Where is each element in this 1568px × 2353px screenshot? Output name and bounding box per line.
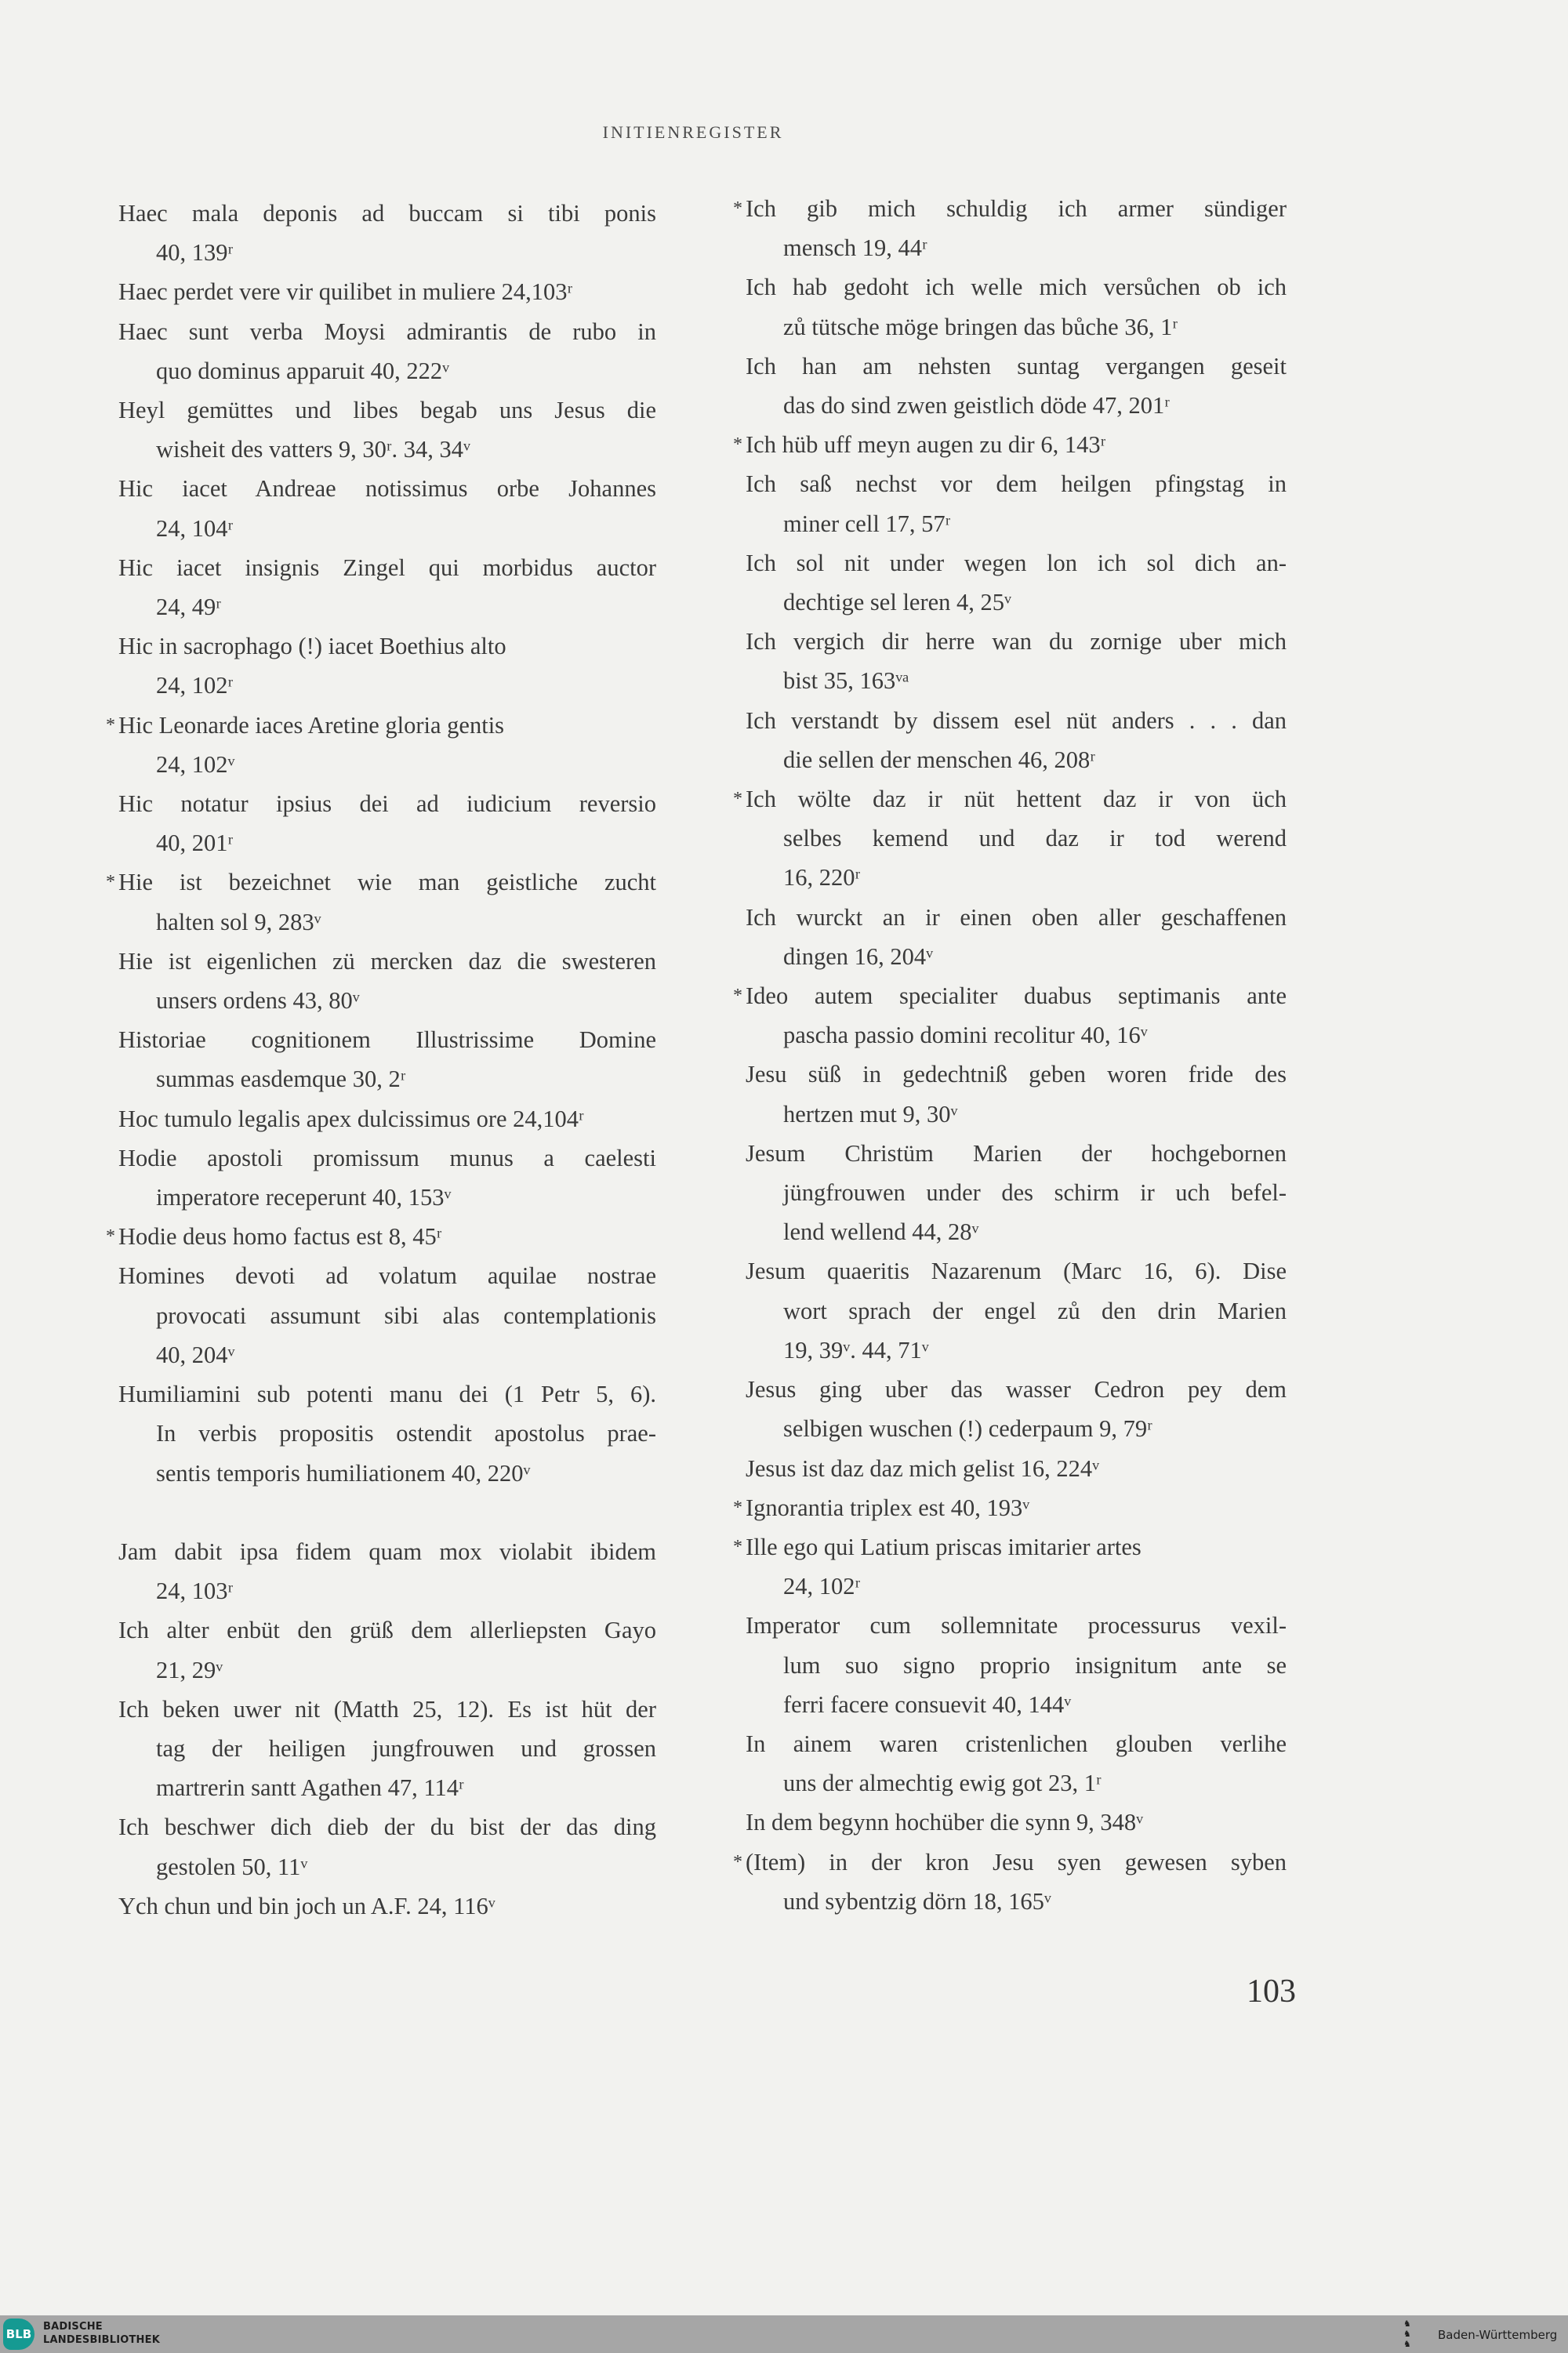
entry-incipit: Haec sunt verba Moysi admirantis de rubo in [118,318,656,345]
index-entry [118,469,656,547]
entry-continuation: dingen 16, 204ᵛ [783,942,934,970]
entry-incipit: Heyl gemüttes und libes begab uns Jesus die [118,397,656,424]
index-entry [746,1134,1287,1252]
library-name[interactable] [43,2320,160,2347]
entry-incipit: Ich saß nechst vor dem heilgen pfingstag in [746,470,1287,498]
entry-continuation: und sybentzig dörn 18, 165ᵛ [783,1887,1051,1915]
entry-continuation: jüngfrouwen under des schirm ir uch befel- [783,1179,1287,1207]
index-entry [746,1724,1287,1803]
index-entry [106,1217,656,1256]
entry-continuation: 24, 102ᵛ [156,750,235,778]
entry-incipit: Ich hab gedoht ich welle mich versůchen ob ich [746,274,1287,301]
asterisk-marker: * [733,789,742,810]
index-entry [118,1256,656,1374]
index-entry [118,312,656,390]
entry-incipit: In ainem waren cristenlichen glouben verlihe [746,1730,1287,1757]
index-entry [746,1606,1287,1724]
index-entry [746,464,1287,543]
index-entry [118,942,656,1020]
entry-incipit: Imperator cum sollemnitate processurus vexil- [746,1612,1287,1639]
entry-continuation: wisheit des vatters 9, 30ʳ. 34, 34ᵛ [156,436,471,463]
entry-incipit: Ich gib mich schuldig ich armer sündiger [746,195,1287,222]
entry-incipit: Homines devoti ad volatum aquilae nostrae [118,1262,656,1290]
entry-continuation: selbes kemend und daz ir tod werend [783,825,1287,852]
entry-continuation: das do sind zwen geistlich döde 47, 201ʳ [783,392,1170,419]
index-entry [118,1099,656,1138]
entry-continuation: 24, 102ʳ [783,1573,861,1600]
entry-continuation: summas easdemque 30, 2ʳ [156,1066,406,1093]
index-entry [118,548,656,626]
asterisk-marker: * [106,1226,115,1247]
index-entry [733,1527,1287,1606]
entry-incipit: Ich beschwer dich dieb der du bist der das ding [118,1814,656,1841]
index-entry [118,390,656,469]
entry-incipit: Ich wölte daz ir nüt hettent daz ir von üch [746,786,1287,813]
entry-continuation: martrerin santt Agathen 47, 114ʳ [156,1774,464,1802]
entry-incipit: Jam dabit ipsa fidem quam mox violabit ibidem [118,1538,656,1565]
index-entry [118,194,656,272]
entry-continuation: bist 35, 163ᵛᵃ [783,667,909,695]
entry-continuation: mensch 19, 44ʳ [783,234,927,262]
entry-incipit: Ignorantia triplex est 40, 193ᵛ [746,1494,1030,1521]
asterisk-marker: * [733,198,742,219]
entry-incipit: Ich alter enbüt den grüß dem allerliepsten Gayo [118,1617,656,1644]
entry-incipit: Haec perdet vere vir quilibet in muliere 24,103ʳ [118,278,573,306]
entry-continuation: provocati assumunt sibi alas contemplationis [156,1302,656,1329]
entry-incipit: Historiae cognitionem Illustrissime Domine [118,1026,656,1054]
entry-continuation: lum suo signo proprio insignitum ante se [783,1651,1287,1679]
entry-incipit: Ich wurckt an ir einen oben aller geschaffenen [746,903,1287,931]
entry-continuation: imperatore receperunt 40, 153ᵛ [156,1184,452,1211]
index-entry [746,898,1287,976]
right-column [733,189,1287,1921]
index-entry [733,976,1287,1055]
entry-continuation: ferri facere consuevit 40, 144ᵛ [783,1690,1072,1718]
entry-incipit: Hodie deus homo factus est 8, 45ʳ [118,1223,442,1251]
entry-continuation: sentis temporis humiliationem 40, 220ᵛ [156,1459,531,1487]
entry-continuation: hertzen mut 9, 30ᵛ [783,1100,958,1127]
entry-continuation: selbigen wuschen (!) cederpaum 9, 79ʳ [783,1415,1152,1443]
asterisk-marker: * [106,872,115,893]
entry-continuation: 24, 49ʳ [156,594,221,621]
left-column [106,194,656,1926]
entry-continuation: 40, 201ʳ [156,830,234,857]
entry-incipit: Hodie apostoli promissum munus a caelesti [118,1144,656,1171]
index-entry [733,1488,1287,1527]
entry-continuation: tag der heiligen jungfrouwen und grossen [156,1734,656,1762]
entry-continuation: 24, 103ʳ [156,1578,234,1605]
asterisk-marker: * [733,986,742,1007]
index-entry [118,1886,656,1926]
index-entry [746,701,1287,779]
entry-continuation: 19, 39ᵛ. 44, 71ᵛ [783,1336,929,1364]
entry-incipit: Jesus ging uber das wasser Cedron pey dem [746,1376,1287,1403]
entry-continuation: wort sprach der engel zů den drin Marien [783,1297,1287,1324]
index-entry [106,706,656,784]
index-entry [118,1610,656,1689]
index-entry [733,425,1287,464]
entry-continuation: 24, 104ʳ [156,514,234,542]
entry-incipit: Hic iacet Andreae notissimus orbe Johannes [118,475,656,503]
library-name-line2: LANDESBIBLIOTHEK [43,2334,160,2346]
index-entry [746,622,1287,700]
entry-continuation: 21, 29ᵛ [156,1656,223,1683]
library-name-line1: BADISCHE [43,2321,103,2333]
index-entry [118,1138,656,1217]
entry-incipit: Haec mala deponis ad buccam si tibi ponis [118,200,656,227]
index-entry [746,347,1287,425]
index-entry [118,1532,656,1610]
entry-incipit: Ille ego qui Latium priscas imitarier artes [746,1533,1142,1560]
index-entry [733,1843,1287,1921]
entry-incipit: Jesum Christüm Marien der hochgebornen [746,1139,1287,1167]
entry-continuation: halten sol 9, 283ᵛ [156,908,321,935]
entry-continuation: 24, 102ʳ [156,672,234,699]
index-entry [746,1803,1287,1842]
index-entry [733,189,1287,267]
entry-incipit: Ich hüb uff meyn augen zu dir 6, 143ʳ [746,431,1106,459]
index-entry [746,1055,1287,1133]
entry-incipit: Ich han am nehsten suntag vergangen geseit [746,352,1287,379]
entry-continuation: pascha passio domini recolitur 40, 16ᵛ [783,1022,1148,1049]
blb-logo-icon[interactable]: BLB [3,2319,34,2350]
entry-incipit: Ich beken uwer nit (Matth 25, 12). Es ist hüt der [118,1695,656,1723]
index-entry [746,267,1287,346]
entry-continuation: gestolen 50, 11ᵛ [156,1853,308,1880]
entry-incipit: In dem begynn hochüber die synn 9, 348ᵛ [746,1809,1144,1836]
entry-incipit: Ich verstandt by dissem esel nüt anders . . . dan [746,706,1287,734]
entry-incipit: Jesum quaeritis Nazarenum (Marc 16, 6). Dise [746,1258,1287,1285]
blank-line [118,1493,656,1532]
entry-incipit: Hic in sacrophago (!) iacet Boethius alto [118,633,506,660]
entry-incipit: Ideo autem specialiter duabus septimanis ante [746,982,1287,1010]
entry-continuation: quo dominus apparuit 40, 222ᵛ [156,357,450,384]
index-entry [118,1807,656,1886]
index-entry [733,779,1287,898]
state-logo[interactable] [1403,2319,1565,2350]
asterisk-marker: * [733,1536,742,1557]
entry-continuation: 16, 220ʳ [783,864,861,891]
running-title: INITIENREGISTER [602,122,784,142]
entry-continuation: 40, 204ᵛ [156,1341,235,1368]
state-name: Baden-Württemberg [1438,2328,1558,2342]
entry-incipit: Humiliamini sub potenti manu dei (1 Petr 5, 6). [118,1381,656,1408]
entry-incipit: Ych chun und bin joch un A.F. 24, 116ᵛ [118,1892,495,1919]
index-entry [746,1251,1287,1370]
asterisk-marker: * [733,434,742,456]
entry-continuation: zů tütsche möge bringen das bůche 36, 1ʳ [783,313,1178,340]
entry-continuation: dechtige sel leren 4, 25ᵛ [783,589,1011,616]
index-entry [118,272,656,311]
entry-incipit: Hoc tumulo legalis apex dulcissimus ore 24,104ʳ [118,1105,584,1132]
entry-continuation: die sellen der menschen 46, 208ʳ [783,746,1095,773]
index-entry [746,1370,1287,1448]
index-entry [746,543,1287,622]
entry-incipit: Hie ist eigenlichen zü mercken daz die swesteren [118,947,656,975]
page-number: 103 [1247,1974,1296,2010]
index-entry [106,862,656,941]
entry-continuation: In verbis propositis ostendit apostolus prae- [156,1420,656,1447]
index-entry [118,1374,656,1493]
index-entry [118,1020,656,1098]
entry-incipit: Jesus ist daz daz mich gelist 16, 224ᵛ [746,1454,1100,1482]
entry-incipit: Ich sol nit under wegen lon ich sol dich an- [746,549,1287,576]
entry-continuation: uns der almechtig ewig got 23, 1ʳ [783,1770,1102,1797]
entry-continuation: 40, 139ʳ [156,239,234,267]
index-entry [118,1690,656,1808]
entry-incipit: Hie ist bezeichnet wie man geistliche zucht [118,869,656,896]
footer-bar [0,2315,1568,2353]
index-entry [118,784,656,862]
entry-incipit: Hic Leonarde iaces Aretine gloria gentis [118,711,505,739]
index-entry [746,1449,1287,1488]
entry-continuation: lend wellend 44, 28ᵛ [783,1218,979,1246]
entry-continuation: unsers ordens 43, 80ᵛ [156,987,360,1015]
entry-incipit: Ich vergich dir herre wan du zornige uber mich [746,628,1287,655]
entry-continuation: miner cell 17, 57ʳ [783,510,951,537]
index-entry [118,626,656,705]
lions-icon: ♞ ♞ ♞ [1403,2319,1411,2349]
asterisk-marker: * [106,714,115,735]
asterisk-marker: * [733,1851,742,1872]
entry-incipit: Jesu süß in gedechtniß geben woren fride des [746,1061,1287,1088]
entry-incipit: (Item) in der kron Jesu syen gewesen syben [746,1848,1287,1876]
asterisk-marker: * [733,1497,742,1518]
entry-incipit: Hic notatur ipsius dei ad iudicium reversio [118,790,656,818]
entry-incipit: Hic iacet insignis Zingel qui morbidus auctor [118,554,656,581]
